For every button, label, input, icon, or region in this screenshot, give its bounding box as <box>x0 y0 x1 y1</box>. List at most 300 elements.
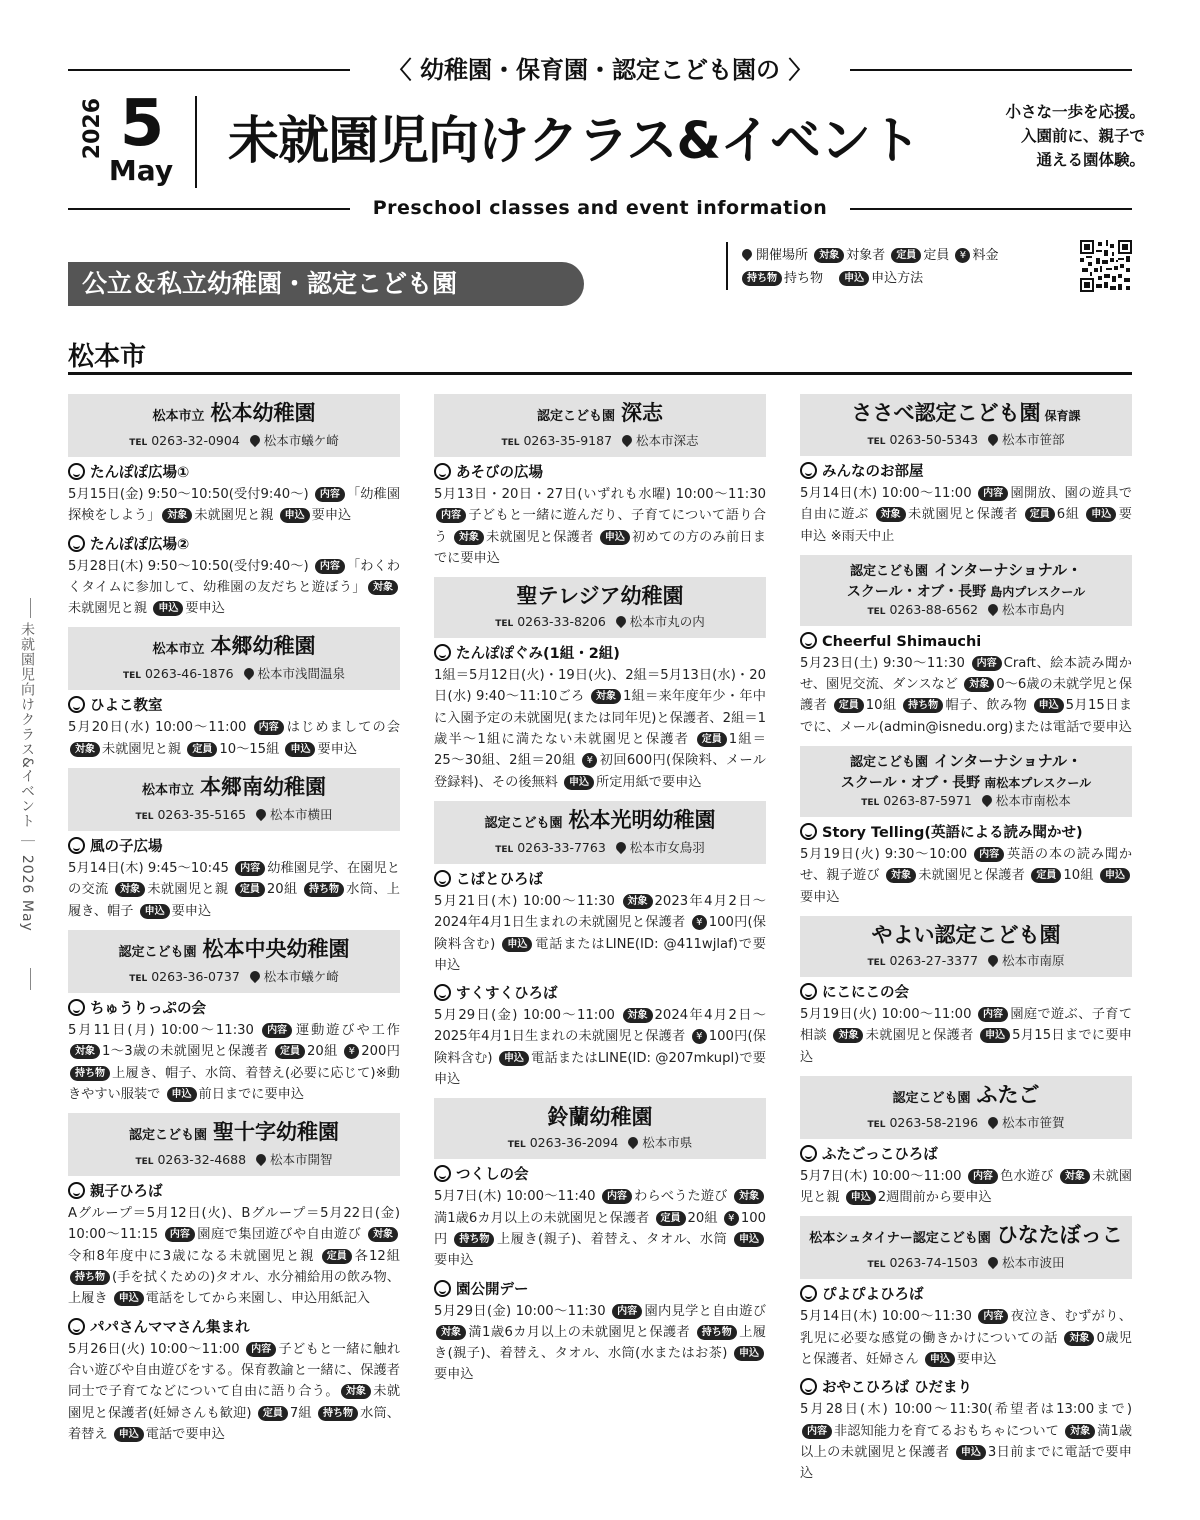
event-title <box>68 1182 400 1203</box>
event-text: 英語の本の読み聞かせ、親子遊び <box>800 847 1132 884</box>
event-text: 未就園児と保護者 <box>485 529 598 545</box>
apply-tag: 申込 <box>502 937 532 952</box>
school-title-line <box>806 1220 1126 1254</box>
event-text: 0〜6歳の未就学児と保護者 <box>800 677 1132 714</box>
subtitle-rule-right <box>850 208 1132 210</box>
event <box>68 1318 400 1445</box>
legend-target-tag: 対象 <box>814 248 844 263</box>
event-title <box>800 632 1132 653</box>
school-contact <box>440 613 760 633</box>
school-suffix: 南松本プレスクール <box>984 776 1092 791</box>
legend-apply: 申込方法 <box>871 271 924 286</box>
capacity-tag: 定員 <box>275 1044 305 1059</box>
event-text: 所定用紙で要申込 <box>596 774 702 790</box>
event-title <box>800 1285 1132 1306</box>
side-running-title: 未就園児向けクラス&イベント ｜ 2026 May <box>19 622 35 932</box>
event-text: 未就園児と親 <box>147 882 233 898</box>
apply-tag: 申込 <box>1034 698 1064 713</box>
capacity-tag: 定員 <box>656 1211 686 1226</box>
tel-icon: TEL <box>495 619 514 630</box>
smiley-icon <box>434 644 451 661</box>
yen-icon: ¥ <box>955 248 970 263</box>
event-title <box>68 1318 400 1339</box>
city-rule <box>68 372 1132 375</box>
event <box>68 1182 400 1309</box>
school-title-line <box>74 631 394 665</box>
school-type: 松本シュタイナー認定こども園 <box>809 1231 991 1247</box>
tel-icon: TEL <box>495 844 514 855</box>
school-name: ふたご <box>976 1082 1040 1107</box>
event <box>68 463 400 527</box>
tel-icon: TEL <box>867 437 886 447</box>
school-location: 松本市横田 <box>270 807 333 823</box>
section-title: 公立＆私立幼稚園・認定こども園 <box>68 262 584 306</box>
event <box>800 983 1132 1068</box>
yen-icon: ¥ <box>692 915 707 930</box>
legend <box>740 244 1070 290</box>
target-tag: 対象 <box>833 1028 863 1043</box>
location-pin-icon <box>248 433 262 447</box>
school-contact <box>806 431 1126 451</box>
tel-icon: TEL <box>501 438 520 448</box>
school-phone: 0263-35-5165 <box>157 807 247 823</box>
legend-fee: 料金 <box>972 248 999 263</box>
school-name: インターナショナル・ <box>933 752 1083 771</box>
header-rule-left <box>68 69 350 71</box>
school-contact <box>806 601 1126 621</box>
school-block <box>800 746 1132 908</box>
location-pin-icon <box>980 793 994 807</box>
event-text: 未就園児と親 <box>102 741 186 757</box>
capacity-tag: 定員 <box>187 742 217 757</box>
target-tag: 対象 <box>623 894 653 909</box>
event-text: 水筒、上履き、帽子 <box>68 882 400 919</box>
event-title <box>68 696 400 717</box>
items-tag: 持ち物 <box>318 1406 358 1421</box>
event-title-text: おやこひろば ひだまり <box>822 1380 973 1397</box>
apply-tag: 申込 <box>153 601 183 616</box>
event-text: 2023年4月2日〜2024年4月1日生まれの未就園児と保護者 <box>434 893 766 931</box>
event-text: 2週間前から要申込 <box>877 1190 992 1206</box>
school-location: 松本市浅間温泉 <box>257 666 346 682</box>
event-text: 子どもと一緒に触れ合い遊びや自由遊びをする。保育教諭と一緒に、保護者同士で子育てなどについて自由に語り合う。 <box>68 1341 400 1400</box>
school-location: 松本市笹部 <box>1002 432 1065 447</box>
event-text: 1〜3歳の未就園児と保護者 <box>102 1044 274 1060</box>
event-text: 5月29日(金) 10:00〜11:30 <box>434 1303 611 1319</box>
content-tag: 内容 <box>978 486 1008 501</box>
smiley-icon <box>68 1182 85 1199</box>
school-header <box>800 555 1132 626</box>
items-tag: 持ち物 <box>697 1325 737 1340</box>
capacity-tag: 定員 <box>322 1249 352 1264</box>
school-block <box>68 930 400 1105</box>
smiley-icon <box>68 463 85 480</box>
qr-code-icon[interactable] <box>1080 240 1132 292</box>
school-header <box>434 394 766 457</box>
school-suffix: 島内プレスクール <box>990 584 1086 599</box>
target-tag: 対象 <box>1065 1424 1095 1439</box>
school-phone: 0263-74-1503 <box>889 1255 979 1271</box>
event-title-text: ふたごっこひろば <box>822 1146 938 1163</box>
smiley-icon <box>800 1145 817 1162</box>
school-header <box>68 394 400 457</box>
yen-icon: ¥ <box>692 1029 707 1044</box>
school-block <box>68 768 400 922</box>
school-name: 聖テレジア幼稚園 <box>516 584 684 609</box>
content-tag: 内容 <box>235 861 265 876</box>
event-text: 初回600円(保険料、メール登録料)、その後無料 <box>434 753 766 790</box>
event-title-text: すくすくひろば <box>456 986 558 1003</box>
smiley-icon <box>800 823 817 840</box>
event-title-text: パパさんママさん集まれ <box>90 1319 250 1336</box>
location-pin-icon <box>248 969 262 983</box>
smiley-icon <box>434 1280 451 1297</box>
event-title <box>800 1378 1132 1399</box>
location-pin-icon <box>620 433 634 447</box>
event-text: 未就園児と親 <box>68 601 152 617</box>
event-text: 5月21日(木) 10:00〜11:30 <box>434 893 621 909</box>
smiley-icon <box>434 870 451 887</box>
event-title <box>68 999 400 1020</box>
event-body <box>434 1005 766 1090</box>
event-text: 水筒、着替え <box>68 1405 400 1442</box>
event-text: 5月13日・20日・27日(いずれも水曜) 10:00〜11:30 <box>434 487 766 502</box>
school-block <box>800 916 1132 1068</box>
school-title-line <box>440 581 760 613</box>
target-tag: 対象 <box>368 1227 398 1242</box>
school-phone: 0263-32-0904 <box>151 433 240 448</box>
apply-tag: 申込 <box>925 1352 955 1367</box>
location-pin-icon <box>614 840 628 854</box>
school-title-line <box>440 398 760 432</box>
event-text: 満1歳以上の未就園児と保護者 <box>800 1423 1132 1460</box>
event-text: 上履き、帽子、水筒、着替え(必要に応じて)※動きやすい服装で <box>68 1065 400 1102</box>
school-contact <box>74 665 394 685</box>
legend-venue: 開催場所 <box>756 248 809 263</box>
smiley-icon <box>68 1318 85 1335</box>
school-name: ささべ認定こども園 <box>851 401 1041 425</box>
smiley-icon <box>434 1165 451 1182</box>
capacity-tag: 定員 <box>1025 507 1055 522</box>
event-title <box>68 837 400 858</box>
school-type: 認定こども園 <box>849 563 928 579</box>
event-body <box>800 1004 1132 1068</box>
content-tag: 内容 <box>315 559 345 574</box>
school-contact <box>74 432 394 452</box>
apply-tag: 申込 <box>499 1051 529 1066</box>
school-type: 認定こども園 <box>536 409 615 424</box>
school-block <box>800 555 1132 738</box>
event-body <box>68 858 400 922</box>
target-tag: 対象 <box>876 507 906 522</box>
event-text: 5月11日(月) 10:00〜11:30 <box>68 1022 261 1038</box>
school-header <box>800 746 1132 817</box>
event-text: 未就園児と保護者 <box>907 507 1023 523</box>
school-contact <box>74 1151 394 1171</box>
event-text: 5月23日(土) 9:30〜11:30 <box>800 655 970 671</box>
event-text: 6組 <box>1056 507 1085 523</box>
apply-tag: 申込 <box>600 530 630 545</box>
tagline-line-3: 通える園体験。 <box>1036 151 1145 169</box>
school-title-line <box>440 805 760 839</box>
capacity-tag: 定員 <box>235 882 265 897</box>
school-title-line <box>74 772 394 806</box>
header-divider <box>195 96 197 188</box>
school-location: 松本市島内 <box>1002 601 1065 617</box>
apply-tag: 申込 <box>734 1346 764 1361</box>
yen-icon: ¥ <box>724 1211 739 1226</box>
event-text: 5月29日(金) 10:00〜11:00 <box>434 1008 621 1024</box>
school-contact <box>74 806 394 826</box>
school-contact <box>806 1114 1126 1134</box>
school-title-line <box>440 1102 760 1134</box>
target-tag: 対象 <box>886 868 916 883</box>
location-pin-icon <box>241 666 255 680</box>
event <box>800 462 1132 547</box>
event-text: 10組 <box>865 698 902 714</box>
content-tag: 内容 <box>602 1189 632 1204</box>
school-block <box>68 394 400 619</box>
apply-tag: 申込 <box>1100 868 1130 883</box>
school-type: 認定こども園 <box>118 944 197 960</box>
event-text: 要申込 <box>434 1253 474 1269</box>
school-phone: 0263-32-4688 <box>157 1152 247 1168</box>
event-text: 園開放、園の遊具で自由に遊ぶ <box>800 486 1132 523</box>
side-rule-bottom <box>30 968 31 990</box>
school-name: 松本光明幼稚園 <box>568 807 716 832</box>
event-text: 5月28日(木) 9:50〜10:50(受付9:40〜) <box>68 558 313 574</box>
event-text: 5月7日(木) 10:00〜11:00 <box>800 1168 966 1184</box>
event-text: 5月14日(木) 10:00〜11:30 <box>800 1309 977 1325</box>
smiley-icon <box>434 984 451 1001</box>
event-text: わらべうた遊び <box>633 1189 732 1205</box>
event-body <box>68 556 400 620</box>
event-text: 幼稚園見学、在園児との交流 <box>68 861 400 898</box>
event-title <box>434 644 766 665</box>
tel-icon: TEL <box>861 798 880 809</box>
school-title-line <box>806 398 1126 431</box>
target-tag: 対象 <box>454 530 484 545</box>
event-text: 初めての方のみ前日までに要申込 <box>434 529 766 566</box>
school-phone: 0263-35-9187 <box>523 433 613 448</box>
school-title-line <box>74 1117 394 1151</box>
school-name: ひなたぼっこ <box>996 1223 1123 1248</box>
event-title-text: 園公開デー <box>456 1281 529 1298</box>
event-text: 園庭で集団遊びや自由遊び <box>196 1227 366 1243</box>
tel-icon: TEL <box>507 1140 526 1151</box>
event-title <box>68 463 400 484</box>
event-text: 上履き(親子)、着替え、タオル、水筒 <box>496 1231 732 1247</box>
event-title <box>68 535 400 556</box>
event-text: 10〜15組 <box>219 741 284 757</box>
school-location: 松本市蟻ケ崎 <box>263 968 339 984</box>
school-location: 松本市笹賀 <box>1002 1114 1065 1130</box>
column-2 <box>434 394 766 1394</box>
school-type: 認定こども園 <box>128 1128 207 1144</box>
school-phone: 0263-36-2094 <box>529 1135 619 1151</box>
event-text: 夜泣き、むずがり、乳児に必要な感覚の働きかけについての話 <box>800 1309 1132 1346</box>
items-tag: 持ち物 <box>70 1066 110 1081</box>
apply-tag: 申込 <box>167 1087 197 1102</box>
location-pin-icon <box>254 807 268 821</box>
event-text: 1組＝5月12日(火)・19日(火)、2組＝5月13日(水)・20日(水) 9:40〜11:10ごろ <box>434 668 766 705</box>
school-name: 松本中央幼稚園 <box>202 936 350 961</box>
school-contact <box>440 1134 760 1154</box>
tel-icon: TEL <box>129 973 148 984</box>
column-1 <box>68 394 400 1453</box>
school-name-2: スクール・オブ・長野 <box>840 775 981 792</box>
school-location: 松本市開智 <box>270 1152 333 1168</box>
event-text: Aグループ＝5月12日(火)、Bグループ＝5月22日(金) 10:00〜11:15 <box>68 1206 400 1243</box>
event-text: 「幼稚園探検をしよう」 <box>68 487 400 524</box>
event-text: 前日までに要申込 <box>198 1086 305 1102</box>
event-text: 満1歳6カ月以上の未就園児と保護者 <box>468 1324 695 1340</box>
school-location: 松本市女鳥羽 <box>629 839 705 855</box>
school-type: 認定こども園 <box>892 1090 971 1106</box>
location-pin-icon <box>986 602 1000 616</box>
event <box>68 999 400 1105</box>
school-phone: 0263-46-1876 <box>144 666 234 682</box>
school-header <box>68 768 400 831</box>
event-title-text: ひよこ教室 <box>90 698 163 715</box>
event-text: 令和8年度中に3歳になる未就園児と親 <box>68 1248 320 1264</box>
school-location: 松本市蟻ケ崎 <box>263 433 339 448</box>
school-phone: 0263-87-5971 <box>883 793 972 809</box>
target-tag: 対象 <box>70 1044 100 1059</box>
event-text: 0歳児と保護者、妊婦さん <box>800 1330 1132 1368</box>
apply-tag: 申込 <box>114 1427 144 1442</box>
event <box>434 1165 766 1271</box>
event-title <box>434 463 766 484</box>
event <box>434 1280 766 1386</box>
school-title-line <box>806 1080 1126 1114</box>
event-body <box>800 653 1132 738</box>
event-text: 未就園児と保護者 <box>918 868 1030 884</box>
school-block <box>68 627 400 760</box>
event-text: 100円(保険料含む) <box>434 915 766 952</box>
event-body <box>434 484 766 569</box>
items-tag: 持ち物 <box>304 882 344 897</box>
tel-icon: TEL <box>129 438 148 448</box>
school-location: 松本市波田 <box>1002 1255 1065 1271</box>
tel-icon: TEL <box>867 606 886 617</box>
apply-tag: 申込 <box>846 1190 876 1205</box>
smiley-icon <box>800 983 817 1000</box>
school-phone: 0263-36-0737 <box>151 968 240 984</box>
school-block <box>434 801 766 1090</box>
smiley-icon <box>68 837 85 854</box>
legend-items: 持ち物 <box>784 271 824 286</box>
event-text: 要申込 <box>800 889 840 905</box>
event-text: 非認知能力を育てるおもちゃについて <box>834 1423 1064 1439</box>
tel-icon: TEL <box>867 1119 886 1130</box>
legend-apply-tag: 申込 <box>839 271 869 286</box>
event-title-text: Story Telling(英語による読み聞かせ) <box>822 825 1083 842</box>
event <box>434 870 766 976</box>
school-contact <box>74 968 394 988</box>
items-tag: 持ち物 <box>70 1270 110 1285</box>
smiley-icon <box>68 999 85 1016</box>
yen-icon: ¥ <box>582 753 597 768</box>
school-phone: 0263-33-8206 <box>517 614 606 630</box>
column-3 <box>800 394 1132 1493</box>
school-name: 深志 <box>621 401 663 425</box>
location-pin-icon <box>740 247 754 261</box>
legend-capacity: 定員 <box>923 248 950 263</box>
tagline-line-2: 入園前に、親子で <box>1020 127 1145 145</box>
tel-icon: TEL <box>135 1157 154 1168</box>
event-body <box>800 1306 1132 1370</box>
content-tag: 内容 <box>165 1227 195 1242</box>
event-text: 運動遊びや工作 <box>294 1022 400 1038</box>
school-block <box>800 1076 1132 1209</box>
event-body <box>800 844 1132 908</box>
legend-target: 対象者 <box>846 248 886 263</box>
capacity-tag: 定員 <box>258 1406 288 1421</box>
tagline <box>955 100 1145 172</box>
event-text: 要申込 <box>171 903 212 919</box>
school-block <box>434 1098 766 1385</box>
event-text: 5月15日までに、メール(admin@isnedu.org)または電話で要申込 <box>800 698 1132 735</box>
content-tag: 内容 <box>802 1424 832 1439</box>
event-text: 電話またはLINE(ID: @207mkupl)で要申込 <box>434 1050 766 1088</box>
school-block <box>434 577 766 793</box>
event-text: 1組＝来年度年少・年中に入園予定の未就園児(または同年児)と保護者、2組＝1歳半〜1組に満たない未就園児と保護者 <box>434 689 766 748</box>
school-location: 松本市南松本 <box>995 793 1071 809</box>
smiley-icon <box>800 1378 817 1395</box>
event-title <box>434 1280 766 1301</box>
tel-icon: TEL <box>867 957 886 968</box>
event-text: 20組 <box>687 1210 722 1226</box>
school-header <box>800 394 1132 456</box>
legend-divider <box>726 242 728 290</box>
event-text: 要申込 <box>434 1367 474 1383</box>
subtitle-rule-left <box>68 208 350 210</box>
target-tag: 対象 <box>70 742 100 757</box>
school-contact <box>806 1254 1126 1274</box>
event-title <box>434 1165 766 1186</box>
event <box>434 984 766 1090</box>
event <box>800 632 1132 738</box>
event-text: 満1歳6カ月以上の未就園児と保護者 <box>434 1210 654 1226</box>
event-body <box>68 717 400 760</box>
event-text: 園内見学と自由遊び <box>644 1303 766 1319</box>
event-text: 未就園児と親 <box>194 508 278 524</box>
legend-items-tag: 持ち物 <box>742 271 782 286</box>
school-contact <box>440 432 760 452</box>
event-text: 3日前までに電話で要申込 <box>800 1444 1132 1482</box>
school-header <box>434 801 766 864</box>
supertitle-text: 幼稚園・保育園・認定こども園の <box>420 56 780 84</box>
event-text: 5月15日までに要申込 <box>800 1028 1132 1065</box>
tagline-line-1: 小さな一歩を応援。 <box>1005 103 1145 121</box>
event-text: 10組 <box>1063 868 1098 884</box>
school-block <box>800 394 1132 547</box>
apply-tag: 申込 <box>564 775 594 790</box>
school-contact <box>440 839 760 859</box>
apply-tag: 申込 <box>114 1291 144 1306</box>
event-text: 色水遊び <box>999 1168 1058 1184</box>
school-name-2: スクール・オブ・長野 <box>846 583 987 600</box>
event-title-text: こばとひろば <box>456 871 543 888</box>
event-title <box>434 984 766 1005</box>
event-text: Craft、絵本読み聞かせ、園児交流、ダンスなど <box>800 655 1132 693</box>
event-title <box>800 983 1132 1004</box>
target-tag: 対象 <box>162 508 192 523</box>
event-text: 電話またはLINE(ID: @411wjlaf)で要申込 <box>434 936 766 973</box>
school-contact <box>806 792 1126 812</box>
event <box>68 837 400 922</box>
